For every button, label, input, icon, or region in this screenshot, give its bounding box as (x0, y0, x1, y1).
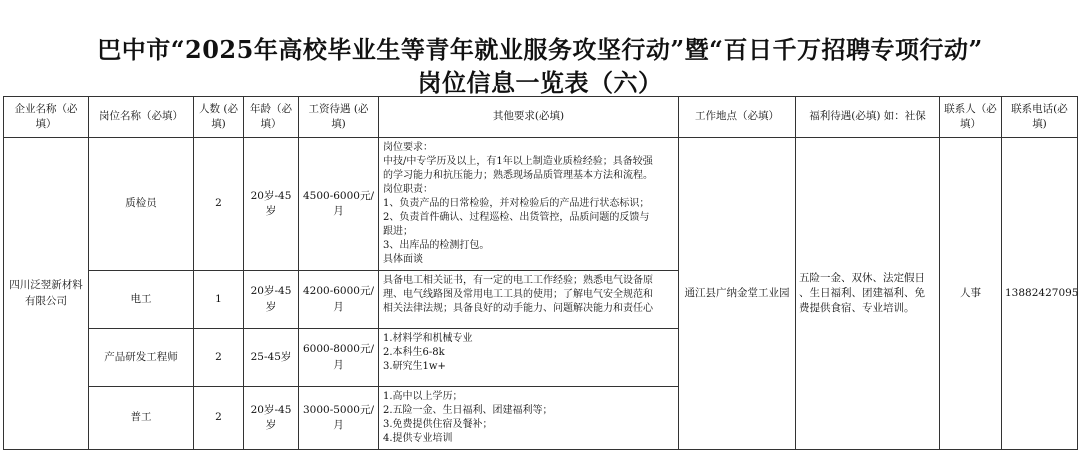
company-name: 四川泛翌新材料 有限公司 (4, 138, 89, 450)
job-position: 质检员 (89, 138, 194, 271)
job-position: 普工 (89, 387, 194, 450)
work-location: 通江县广纳金堂工业园 (679, 138, 796, 450)
job-position: 产品研发工程师 (89, 329, 194, 387)
job-requirements: 1.高中以上学历； 2.五险一金、生日福利、团建福利等； 3.免费提供住宿及餐补； 4.提供专业培训 (379, 387, 679, 450)
job-requirements: 具备电工相关证书，有一定的电工工作经验；熟悉电气设备原 理、电气线路图及常用电工工具的使用；了解电气安全规范和 相关法律法规；具备良好的动手能力、问题解决能力和责任心 (379, 271, 679, 329)
table-row (4, 138, 1078, 271)
job-salary: 4500-6000元/月 (299, 138, 379, 271)
job-age: 20岁-45 岁 (244, 271, 299, 329)
header-phone: 联系电话(必 填) (1002, 97, 1078, 138)
contact-phone: 13882427095 (1002, 138, 1078, 450)
header-requirements: 其他要求(必填) (379, 97, 679, 138)
job-salary: 3000-5000元/月 (299, 387, 379, 450)
header-company: 企业名称（必填） (4, 97, 89, 138)
contact-person: 人事 (940, 138, 1002, 450)
header-salary: 工资待遇 (必填) (299, 97, 379, 138)
page-title: 巴中市“2025年高校毕业生等青年就业服务攻坚行动”暨“百日千万招聘专项行动” (97, 35, 983, 64)
job-salary: 6000-8000元/月 (299, 329, 379, 387)
job-count: 2 (194, 387, 244, 450)
job-age: 25-45岁 (244, 329, 299, 387)
header-contact: 联系人（必 填） (940, 97, 1002, 138)
header-age: 年龄（必 填） (244, 97, 299, 138)
job-requirements: 1.材料学和机械专业 2.本科生6-8k 3.研究生1w+ (379, 329, 679, 387)
welfare-benefits: 五险一金、双休、法定假日 、生日福利、团建福利、免 费提供食宿、专业培训。 (796, 138, 940, 450)
job-count: 2 (194, 138, 244, 271)
job-count: 2 (194, 329, 244, 387)
job-position: 电工 (89, 271, 194, 329)
job-requirements: 岗位要求： 中技/中专学历及以上，有1年以上制造业质检经验；具备较强 的学习能力和抗压能力；熟悉现场品质管理基本方法和流程。 岗位职责： 1、负责产品的日常检验，并对检验后的产品进行状态标识； 2、负责首件确认、过程巡检、出货管控，品质问题的反馈与 跟进； 3、出库品的检测打包。 具体面谈 (379, 138, 679, 271)
job-age: 20岁-45 岁 (244, 387, 299, 450)
job-table (3, 96, 1078, 450)
job-salary: 4200-6000元/月 (299, 271, 379, 329)
header-row (4, 97, 1078, 138)
job-count: 1 (194, 271, 244, 329)
header-location: 工作地点（必填） (679, 97, 796, 138)
header-position: 岗位名称（必填） (89, 97, 194, 138)
job-age: 20岁-45 岁 (244, 138, 299, 271)
header-welfare: 福利待遇(必填) 如：社保 (796, 97, 940, 138)
page-subtitle: 岗位信息一览表（六） (417, 68, 663, 97)
header-count: 人数 (必填) (194, 97, 244, 138)
